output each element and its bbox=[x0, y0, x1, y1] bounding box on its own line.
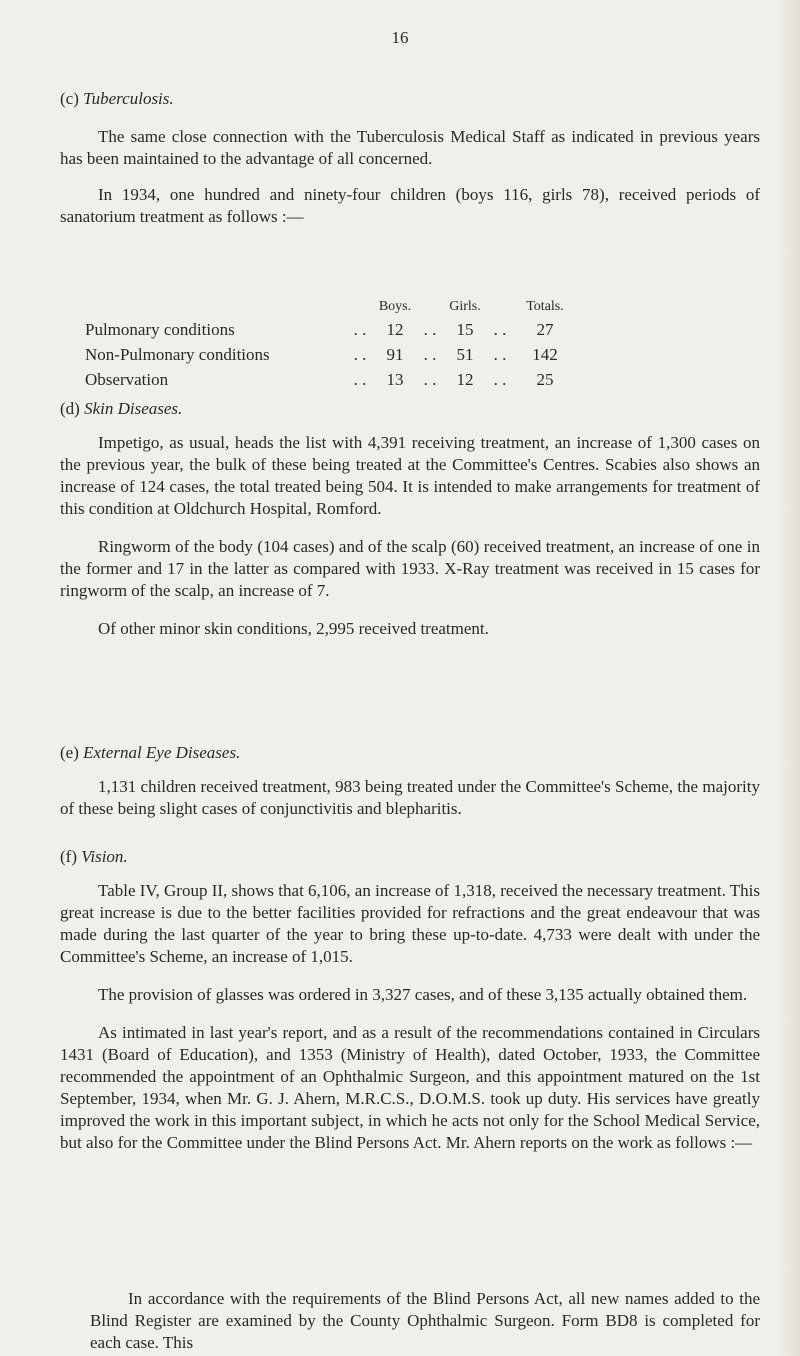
section-heading-eye-diseases bbox=[60, 742, 760, 764]
row-label: Pulmonary conditions bbox=[85, 320, 235, 339]
leader-dots: . . bbox=[493, 370, 507, 389]
paragraph: In 1934, one hundred and ninety-four children (boys 116, girls 78), received periods of sanatorium treatment as follows :— bbox=[60, 185, 760, 226]
heading-title: Vision. bbox=[81, 847, 128, 866]
leader-dots: . . bbox=[353, 320, 367, 339]
cell-girls: 12 bbox=[456, 370, 474, 389]
heading-label: (c) bbox=[60, 89, 79, 108]
sanatorium-table bbox=[85, 295, 575, 390]
cell-totals: 27 bbox=[536, 320, 554, 339]
column-header-girls: Girls. bbox=[449, 299, 481, 314]
paragraph: Table IV, Group II, shows that 6,106, an increase of 1,318, received the necessary treatment. This great increase is due to the better facilities provided for refractions and the great endeavour that was made during the last quarter of the year to bring these up-to-date. 4,733 were dealt with under the Committee's Scheme, an increase of 1,015. bbox=[60, 881, 760, 966]
leader-dots: . . bbox=[423, 345, 437, 364]
heading-label: (f) bbox=[60, 847, 77, 866]
table-header-row bbox=[85, 295, 575, 315]
page-edge-shadow bbox=[778, 0, 800, 1356]
section-vision bbox=[60, 846, 760, 1154]
section-heading-tuberculosis bbox=[60, 88, 760, 110]
paragraph: Ringworm of the body (104 cases) and of the scalp (60) received treatment, an increase of one in the former and 17 in the latter as compared with 1933. X-Ray treatment was received in 15 cases for ringworm of the scalp, an increase of 7. bbox=[60, 537, 760, 600]
cell-totals: 142 bbox=[532, 345, 558, 364]
table-row bbox=[85, 340, 575, 365]
leader-dots: . . bbox=[423, 320, 437, 339]
heading-title: Tuberculosis. bbox=[83, 89, 174, 108]
section-heading-vision bbox=[60, 846, 760, 868]
table-row bbox=[85, 365, 575, 390]
heading-title: External Eye Diseases. bbox=[83, 743, 241, 762]
leader-dots: . . bbox=[353, 370, 367, 389]
section-skin-diseases bbox=[60, 398, 760, 640]
paragraph: 1,131 children received treatment, 983 being treated under the Committee's Scheme, the majority of these being slight cases of conjunctivitis and blepharitis. bbox=[60, 777, 760, 818]
cell-boys: 12 bbox=[386, 320, 404, 339]
paragraph: The same close connection with the Tuberculosis Medical Staff as indicated in previous years has been maintained to the advantage of all concerned. bbox=[60, 127, 760, 168]
page-number: 16 bbox=[391, 28, 409, 47]
leader-dots: . . bbox=[353, 345, 367, 364]
table-row bbox=[85, 315, 575, 340]
paragraph: Of other minor skin conditions, 2,995 received treatment. bbox=[98, 619, 489, 638]
section-external-eye-diseases bbox=[60, 742, 760, 820]
paragraph: Impetigo, as usual, heads the list with 4,391 receiving treatment, an increase of 1,300 cases on the previous year, the bulk of these being treated at the Committee's Centres. Scabies also shows an increase of 124 cases, the total treated being 504. It is intended to make arrangements for treatment of this condition at Oldchurch Hospital, Romford. bbox=[60, 433, 760, 518]
cell-totals: 25 bbox=[536, 370, 554, 389]
section-tuberculosis bbox=[60, 88, 760, 228]
column-header-boys: Boys. bbox=[378, 299, 412, 314]
paragraph: As intimated in last year's report, and as a result of the recommendations contained in Circulars 1431 (Board of Education), and 1353 (Ministry of Health), dated October, 1933, the Committee recommended the appointment of an Ophthalmic Surgeon, and this appointment matured on the 1st September, 1934, when Mr. G. J. Ahern, M.R.C.S., D.O.M.S. took up duty. His services have greatly improved the work in this important subject, in which he acts not only for the School Medical Service, but also for the Committee under the Blind Persons Act. Mr. Ahern reports on the work as follows :— bbox=[60, 1023, 760, 1152]
cell-girls: 51 bbox=[456, 345, 474, 364]
cell-girls: 15 bbox=[456, 320, 474, 339]
leader-dots: . . bbox=[493, 345, 507, 364]
heading-label: (e) bbox=[60, 743, 79, 762]
section-heading-skin-diseases bbox=[60, 398, 760, 420]
cell-boys: 91 bbox=[386, 345, 404, 364]
leader-dots: . . bbox=[423, 370, 437, 389]
paragraph: The provision of glasses was ordered in 3,327 cases, and of these 3,135 actually obtained them. bbox=[98, 985, 748, 1004]
row-label: Non-Pulmonary conditions bbox=[85, 345, 270, 364]
heading-label: (d) bbox=[60, 399, 80, 418]
heading-title: Skin Diseases. bbox=[84, 399, 183, 418]
report-quote bbox=[90, 1288, 760, 1354]
column-header-totals: Totals. bbox=[526, 299, 564, 314]
leader-dots: . . bbox=[493, 320, 507, 339]
cell-boys: 13 bbox=[386, 370, 404, 389]
row-label: Observation bbox=[85, 370, 169, 389]
quoted-paragraph: In accordance with the requirements of the Blind Persons Act, all new names added to the Blind Register are examined by the County Ophthalmic Surgeon. Form BD8 is completed for each case. This bbox=[90, 1289, 760, 1352]
